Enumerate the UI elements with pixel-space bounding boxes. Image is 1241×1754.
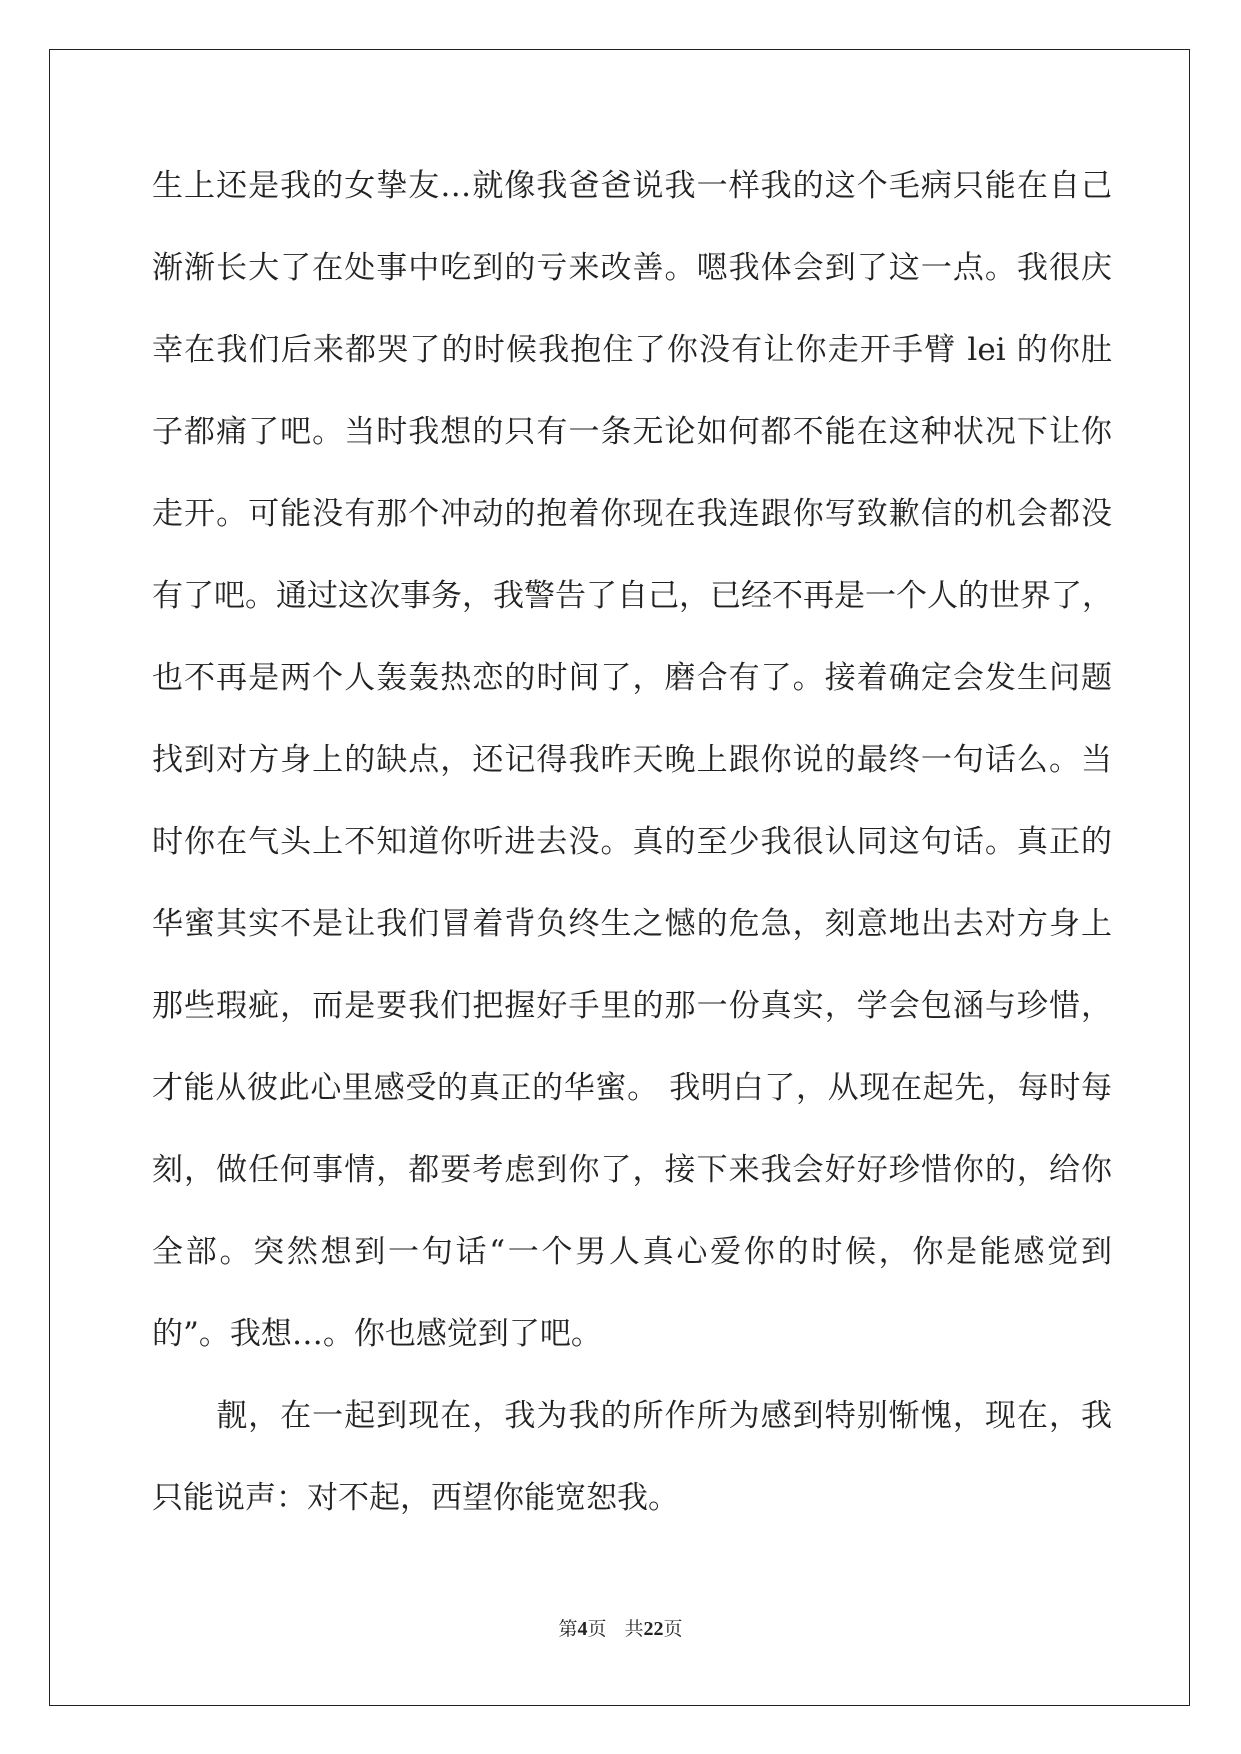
page-number: 4 [577, 1618, 588, 1640]
text-line: 走开。可能没有那个冲动的抱着你现在我连跟你写致歉信的机会都没 [152, 496, 1112, 532]
text-line: 那些瑕疵，而是要我们把握好手里的那一份真实，学会包涵与珍惜， [152, 988, 1112, 1024]
text-line: 找到对方身上的缺点，还记得我昨天晚上跟你说的最终一句话么。当 [152, 742, 1112, 778]
text-line: 才能从彼此心里感受的真正的华蜜。 我明白了，从现在起先，每时每 [152, 1070, 1112, 1106]
total-prefix: 共 [624, 1618, 644, 1640]
document-body [152, 160, 1112, 1554]
text-line: 有了吧。通过这次事务，我警告了自己，已经不再是一个人的世界了， [152, 578, 1113, 614]
text-line: 华蜜其实不是让我们冒着背负终生之憾的危急，刻意地出去对方身上 [152, 906, 1112, 942]
text-line: 靓，在一起到现在，我为我的所作所为感到特别惭愧，现在，我 [152, 1398, 1112, 1434]
page-footer [0, 1614, 1241, 1641]
text-line: 子都痛了吧。当时我想的只有一条无论如何都不能在这种状况下让你 [152, 414, 1112, 450]
text-line: 时你在气头上不知道你听进去没。真的至少我很认同这句话。真正的 [152, 824, 1112, 860]
text-line: 全部。突然想到一句话“一个男人真心爱你的时候，你是能感觉到 [152, 1234, 1112, 1270]
text-line: 的”。我想…。你也感觉到了吧。 [152, 1316, 602, 1352]
total-pages: 22 [643, 1618, 664, 1640]
text-line: 只能说声：对不起，西望你能宽恕我。 [152, 1480, 679, 1516]
page-suffix: 页 [587, 1618, 607, 1640]
text-line: 幸在我们后来都哭了的时候我抱住了你没有让你走开手臂 lei 的你肚 [152, 332, 1112, 368]
text-line: 也不再是两个人轰轰热恋的时间了，磨合有了。接着确定会发生问题 [152, 660, 1112, 696]
page-prefix: 第 [558, 1618, 578, 1640]
text-line: 刻，做任何事情，都要考虑到你了，接下来我会好好珍惜你的，给你 [152, 1152, 1112, 1188]
text-line: 生上还是我的女挚友…就像我爸爸说我一样我的这个毛病只能在自己 [152, 168, 1112, 204]
text-line: 渐渐长大了在处事中吃到的亏来改善。嗯我体会到了这一点。我很庆 [152, 250, 1112, 286]
total-suffix: 页 [663, 1618, 683, 1640]
